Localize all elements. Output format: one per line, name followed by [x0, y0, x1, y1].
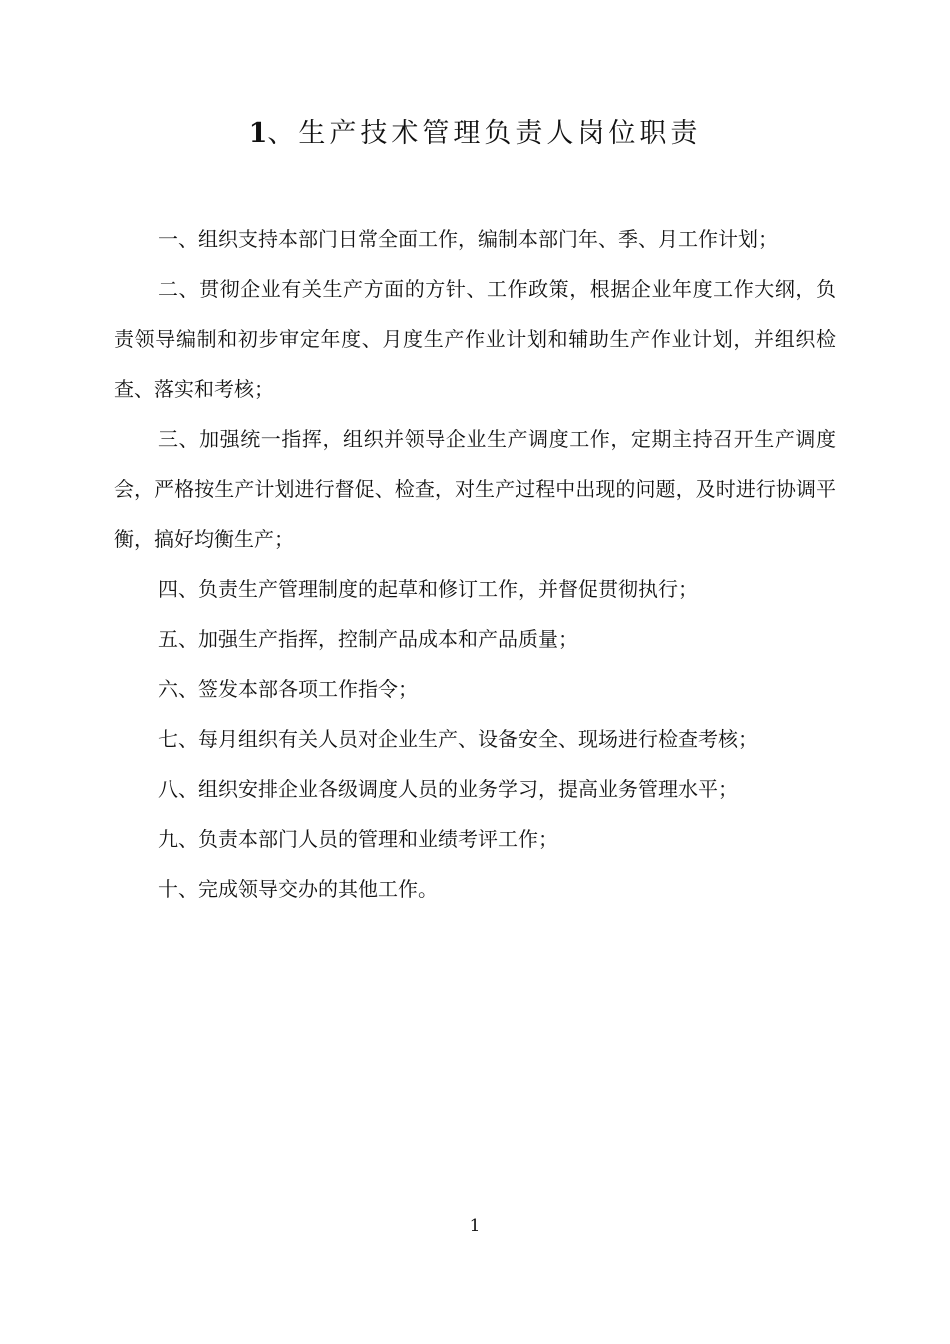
- page-title: [0, 112, 950, 156]
- duty-item-2: 二、贯彻企业有关生产方面的方针、工作政策，根据企业年度工作大纲，负责领导编制和初步审定年度、月度生产作业计划和辅助生产作业计划，并组织检查、落实和考核；: [114, 277, 836, 401]
- title-text: 、生产技术管理负责人岗位职责: [267, 118, 702, 149]
- title-number: 1: [248, 118, 268, 149]
- duty-item-7: 七、每月组织有关人员对企业生产、设备安全、现场进行检查考核；: [158, 727, 758, 751]
- duty-item-1: 一、组织支持本部门日常全面工作，编制本部门年、季、月工作计划；: [158, 227, 778, 251]
- page-number: 1: [469, 1216, 481, 1236]
- duty-item-4: 四、负责生产管理制度的起草和修订工作，并督促贯彻执行；: [158, 577, 698, 601]
- duty-item-10: 十、完成领导交办的其他工作。: [158, 877, 438, 901]
- duty-item-3: 三、加强统一指挥，组织并领导企业生产调度工作，定期主持召开生产调度会，严格按生产计划进行督促、检查，对生产过程中出现的问题，及时进行协调平衡，搞好均衡生产；: [114, 427, 836, 551]
- duty-item-8: 八、组织安排企业各级调度人员的业务学习，提高业务管理水平；: [158, 777, 738, 801]
- duty-item-5: 五、加强生产指挥，控制产品成本和产品质量；: [158, 627, 578, 651]
- duty-item-6: 六、签发本部各项工作指令；: [158, 677, 418, 701]
- duty-item-9: 九、负责本部门人员的管理和业绩考评工作；: [158, 827, 558, 851]
- duty-list: [114, 214, 836, 914]
